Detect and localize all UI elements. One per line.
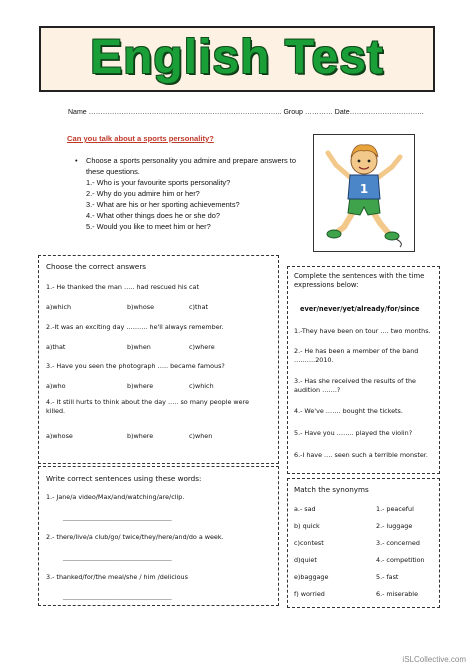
synonym-left: a.- sad bbox=[294, 505, 316, 513]
section-heading: Write correct sentences using these words: bbox=[46, 474, 202, 483]
option-b: b)where bbox=[127, 382, 154, 390]
answer-line: __________________________________ bbox=[63, 592, 172, 600]
intro-instructions bbox=[75, 155, 312, 232]
question-text: 4.- It still hurts to think about the day ….. so many people were killed. bbox=[46, 398, 250, 415]
synonym-right: 3.- concerned bbox=[376, 539, 420, 547]
option-a: a)which bbox=[46, 303, 72, 311]
answer-line: __________________________________ bbox=[63, 553, 172, 561]
runner-illustration-frame bbox=[313, 134, 415, 252]
section-heading: Choose the correct answers bbox=[46, 262, 147, 271]
synonym-right: 5.- fast bbox=[376, 573, 399, 581]
title-banner bbox=[39, 26, 435, 92]
bullet-icon: • bbox=[75, 156, 78, 165]
intro-item: 2.- Why do you admire him or her? bbox=[86, 189, 200, 198]
option-b: b)when bbox=[127, 343, 151, 351]
question-text: 2.-It was an exciting day ………. he'll always remember. bbox=[46, 323, 224, 331]
synonym-left: c)contest bbox=[294, 539, 324, 547]
match-synonyms-box bbox=[287, 478, 440, 608]
synonym-left: f) worried bbox=[294, 590, 325, 598]
option-a: a)who bbox=[46, 382, 66, 390]
sentence: 4.- We've ……. bought the tickets. bbox=[294, 407, 403, 415]
intro-item: 4.- What other things does he or she do? bbox=[86, 211, 220, 220]
synonym-right: 6.- miserable bbox=[376, 590, 419, 598]
prompt: 2.- there/live/a club/go/ twice/they/here/and/do a week. bbox=[46, 533, 224, 541]
synonym-right: 1.- peaceful bbox=[376, 505, 414, 513]
synonym-left: b) quick bbox=[294, 522, 320, 530]
option-c: c)where bbox=[189, 343, 215, 351]
question-text: 1.- He thanked the man ….. had rescued his cat bbox=[46, 283, 199, 291]
word-bank: ever/never/yet/already/for/since bbox=[300, 305, 420, 313]
option-c: c)when bbox=[189, 432, 213, 440]
synonym-right: 2.- luggage bbox=[376, 522, 413, 530]
prompt: 1.- Jane/a video/Max/and/watching/are/clip. bbox=[46, 493, 185, 501]
intro-lead: Choose a sports personality you admire and prepare answers to these questions. bbox=[86, 156, 296, 176]
intro-item: 1.- Who is your favourite sports personality? bbox=[86, 178, 231, 187]
site-watermark: iSLCollective.com bbox=[402, 655, 466, 664]
question-text: 3.- Have you seen the photograph ….. became famous? bbox=[46, 362, 225, 370]
synonym-left: d)quiet bbox=[294, 556, 317, 564]
sentence: 5.- Have you …….. played the violin? bbox=[294, 429, 413, 437]
option-b: b)where bbox=[127, 432, 154, 440]
write-sentences-box bbox=[38, 466, 279, 606]
intro-item: 5.- Would you like to meet him or her? bbox=[86, 222, 211, 231]
synonym-left: e)baggage bbox=[294, 573, 329, 581]
option-b: b)whose bbox=[127, 303, 154, 311]
option-a: a)that bbox=[46, 343, 66, 351]
choose-correct-answers-box bbox=[38, 255, 279, 464]
synonym-right: 4.- competition bbox=[376, 556, 425, 564]
runner-illustration bbox=[314, 135, 414, 251]
time-expressions-box bbox=[287, 266, 440, 474]
option-a: a)whose bbox=[46, 432, 73, 440]
page-title: English Test bbox=[90, 31, 384, 84]
jersey-number: 1 bbox=[359, 182, 369, 196]
answer-line: __________________________________ bbox=[63, 513, 172, 521]
sentence: 3.- Has she received the results of the audition …….? bbox=[294, 377, 416, 394]
intro-item: 3.- What are his or her sporting achievements? bbox=[86, 200, 240, 209]
prompt: 3.- thanked/for/the meal/she / him /delicious bbox=[46, 573, 188, 581]
name-group-date-line: Name ……………………………………………………………………….. Group ………… Date………………………….. bbox=[68, 109, 424, 116]
section-heading: Complete the sentences with the time expressions below: bbox=[294, 272, 425, 289]
option-c: c)which bbox=[189, 382, 214, 390]
option-c: c)that bbox=[189, 303, 208, 311]
section-question: Can you talk about a sports personality? bbox=[67, 134, 214, 143]
section-heading: Match the synonyms bbox=[294, 485, 369, 494]
sentence: 2.- He has been a member of the band ……….2010. bbox=[294, 347, 419, 364]
sentence: 1.-They have been on tour …. two months. bbox=[294, 327, 431, 335]
sentence: 6.-I have …. seen such a terrible monster. bbox=[294, 451, 428, 459]
